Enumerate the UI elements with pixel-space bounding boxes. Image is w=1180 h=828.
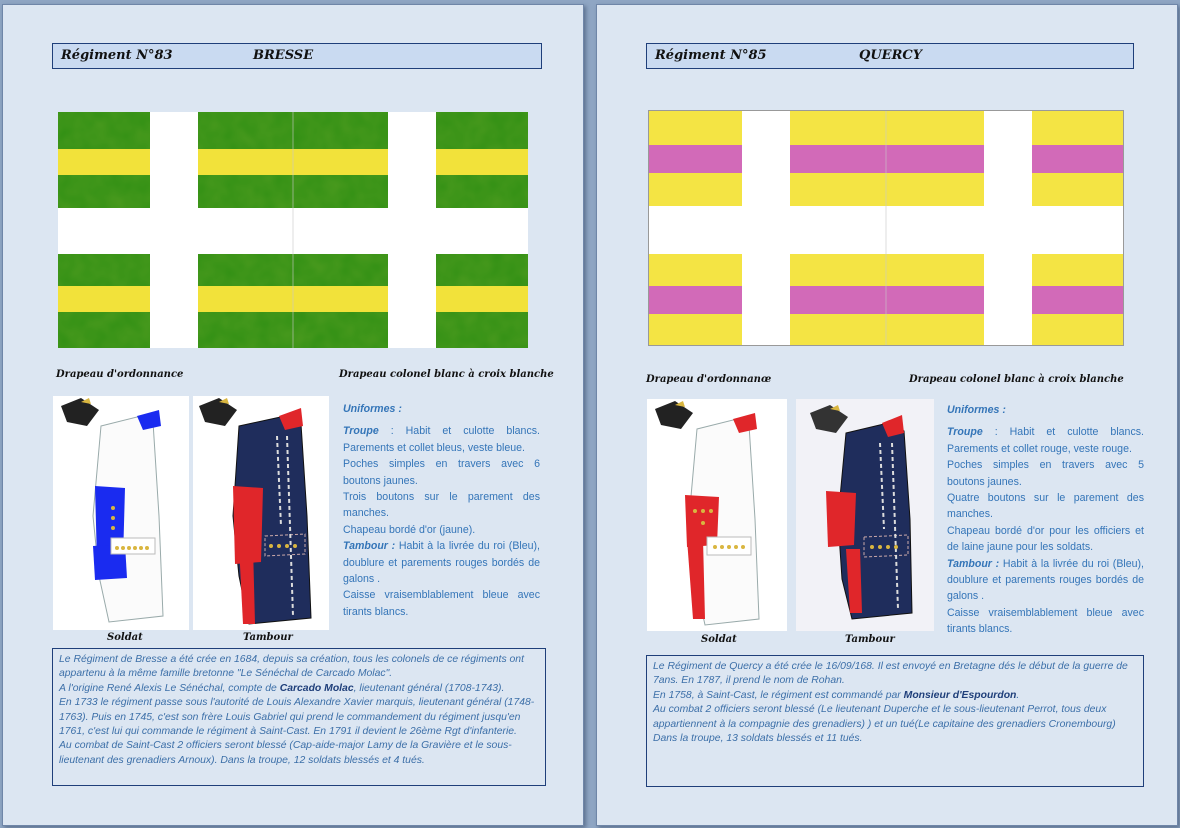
caption-soldat: Soldat <box>107 632 143 643</box>
uniform-poches: Poches simples en travers avec 6 boutons jaunes. <box>343 458 540 487</box>
uniforms-heading: Uniformes : <box>343 403 402 415</box>
figure-soldat <box>53 396 189 630</box>
flag-ordonnance-bresse <box>58 112 528 348</box>
history-saint-cast: En 1758, à Saint-Cast, le régiment est commandé par Monsieur d'Espourdon. <box>653 689 1020 701</box>
figure-soldat <box>647 399 787 631</box>
uniforms-text <box>343 401 540 620</box>
uniforms-heading: Uniformes : <box>947 404 1006 416</box>
uniform-caisse: Caisse vraisemblablement bleue avec tirants blancs. <box>947 606 1144 636</box>
history-origin: A l'origine René Alexis Le Sénéchal, compte de Carcado Molac, lieutenant général (1708-1743). <box>59 682 505 694</box>
page-quercy <box>596 4 1178 826</box>
title-box <box>646 43 1134 69</box>
uniform-caisse: Caisse vraisemblablement bleue avec tirants blancs. <box>343 589 540 618</box>
regiment-number: Régiment N°83 <box>61 48 173 63</box>
tambour-label: Tambour : <box>343 540 396 553</box>
title-box <box>52 43 542 69</box>
history-box <box>646 655 1144 787</box>
regiment-name: BRESSE <box>253 48 314 63</box>
uniform-tambour <box>947 556 1144 605</box>
uniform-troupe <box>343 423 540 456</box>
history-troupe: Dans la troupe, 13 soldats blessés et 11 tués. <box>653 733 863 745</box>
history-combat: Au combat 2 officiers seront blessé (Le lieutenant Duperche et le sous-lieutenant Perrot, tous deux appartiennent à la compagnie des grenadiers) ) et un tué(Le capitaine des grenadiers Cronembourg) <box>653 704 1116 730</box>
figure-tambour <box>796 399 934 631</box>
uniform-troupe <box>947 424 1144 457</box>
uniform-chapeau: Chapeau bordé d'or pour les officiers et de laine jaune pour les soldats. <box>947 524 1144 554</box>
caption-tambour: Tambour <box>845 634 895 645</box>
caption-soldat: Soldat <box>701 634 737 645</box>
uniforms-text <box>947 402 1144 638</box>
history-creation: Le Régiment de Quercy a été crée le 16/09/168. Il est envoyé en Bretagne dés le début de la guerre de 7ans. En 1787, il prend le nom de Rohan. <box>653 661 1128 687</box>
uniform-boutons: Trois boutons sur le parement des manches. <box>343 491 540 520</box>
history-creation: Le Régiment de Bresse a été crée en 1684, depuis sa création, tous les colonels de ce régiments ont appartenu à la même famille bretonne "Le Sénéchal de Carcado Molac". <box>59 654 524 680</box>
history-commander: Carcado Molac <box>279 682 354 694</box>
uniform-boutons: Quatre boutons sur le parement des manches. <box>947 492 1144 521</box>
troupe-text: : Habit et culotte blancs. Parements et collet rouge, veste rouge. <box>947 426 1144 455</box>
uniform-poches: Poches simples en travers avec 5 boutons jaunes. <box>947 459 1144 488</box>
page-bresse <box>2 4 584 826</box>
regiment-name: QUERCY <box>859 48 923 63</box>
troupe-text: : Habit et culotte blancs. Parements et collet bleus, veste bleue. <box>343 425 540 454</box>
uniform-chapeau: Chapeau bordé d'or (jaune). <box>343 523 476 536</box>
uniform-tambour <box>343 538 540 587</box>
history-commander: Monsieur d'Espourdon <box>903 689 1017 701</box>
history-box <box>52 648 546 786</box>
troupe-label: Troupe <box>343 425 379 438</box>
caption-colonel: Drapeau colonel blanc à croix blanche <box>909 374 1124 385</box>
tambour-label: Tambour : <box>947 557 1000 570</box>
caption-ordonnance: Drapeau d'ordonnanœ <box>646 374 772 385</box>
tambour-text: Habit à la livrée du roi (Bleu), doublure et parements rouges bordés de galons . <box>343 540 540 586</box>
history-combat: Au combat de Saint-Cast 2 officiers seront blessé (Cap-aide-major Lamy de la Gravière et le sous-lieutenant des grenadiers Arnoux). Dans la troupe, 12 soldats blessés et 4 tués. <box>59 740 512 766</box>
history-1733: En 1733 le régiment passe sous l'autorité de Louis Alexandre Xavier marquis, lieutenant général (1748-1763). Puis en 1745, c'est son frère Louis Gabriel qui prend le commandement du régiment jusqu'en 1761, c'est lui qui commande le régiment à Saint-Cast. En 1791 il devient le 26ème Rgt d'infanterie. <box>59 697 535 738</box>
regiment-number: Régiment N°85 <box>655 48 767 63</box>
caption-tambour: Tambour <box>243 632 293 643</box>
troupe-label: Troupe <box>947 426 983 439</box>
tambour-text: Habit à la livrée du roi (Bleu), doublure et parements rouges bordés de galons . <box>947 557 1144 603</box>
figure-tambour <box>193 396 329 630</box>
caption-ordonnance: Drapeau d'ordonnance <box>56 369 184 380</box>
flag-ordonnance-quercy <box>648 110 1124 346</box>
caption-colonel: Drapeau colonel blanc à croix blanche <box>339 369 554 380</box>
